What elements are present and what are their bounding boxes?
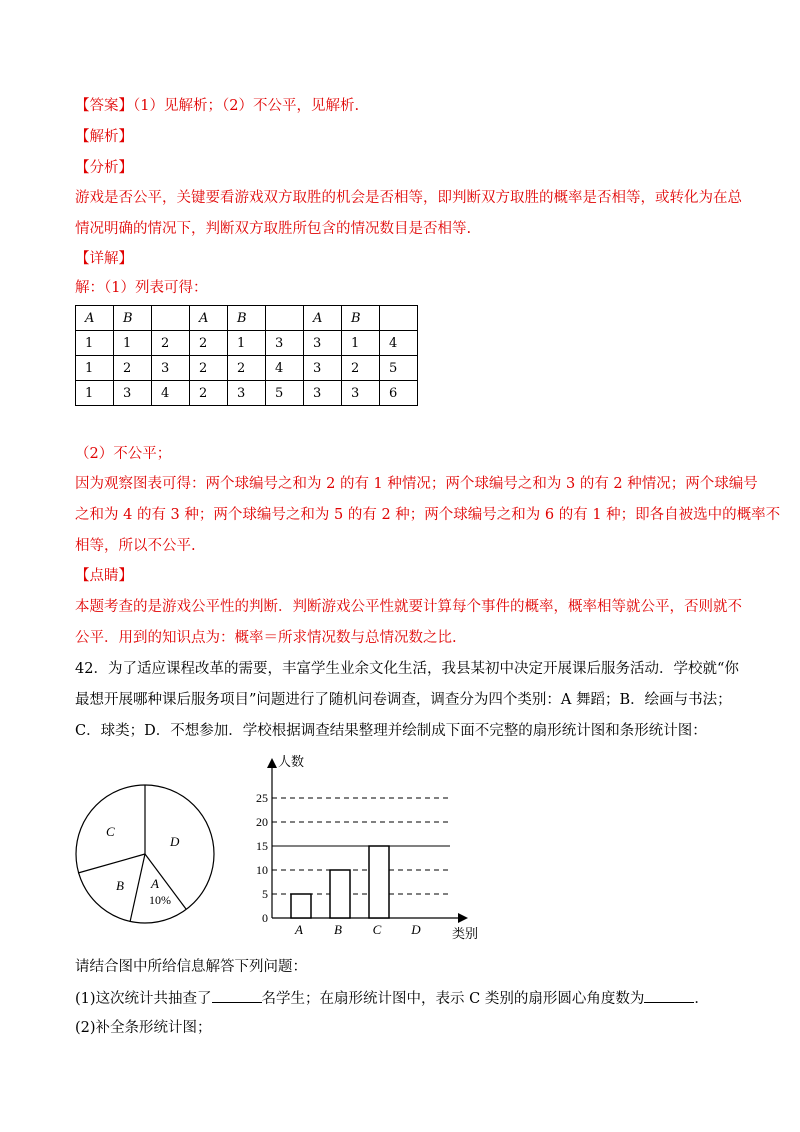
x-axis-arrow [458,913,468,923]
outcome-table [75,305,418,406]
table-cell: 2 [342,356,380,381]
table-cell [266,306,304,331]
table-cell: 3 [228,381,266,406]
fenxi-line-1: 游戏是否公平，关键要看游戏双方取胜的机会是否相等，即判断双方取胜的概率是否相等，或转化为在总 [75,190,742,206]
pie-divider-bottom [130,854,145,922]
part2-line-2: 之和为 4 的有 3 种；两个球编号之和为 5 的有 2 种；两个球编号之和为 6 的有 1 种；即各自被选中的概率不 [75,507,781,523]
table-cell: 3 [152,356,190,381]
y-tick-label: 0 [262,911,268,925]
q1-part-b: 名学生；在扇形统计图中，表示 C 类别的扇形圆心角度数为 [261,991,645,1007]
table-cell: 1 [76,331,114,356]
table-cell: B [114,306,152,331]
table-row [76,331,418,356]
part2-line-3: 相等，所以不公平. [75,538,196,554]
bar-c [369,846,389,918]
y-tick-label: 15 [256,839,268,853]
y-tick-label: 25 [256,791,268,805]
question-prompt: 请结合图中所给信息解答下列问题： [75,959,307,975]
y-axis-arrow [267,758,277,768]
question-line-2: 最想开展哪种课后服务项目”问题进行了随机问卷调查，调查分为四个类别：A 舞蹈；B．绘画与书法； [75,692,732,708]
x-tick-label: D [411,922,421,937]
table-cell: 1 [228,331,266,356]
x-axis-label: 类别 [452,927,479,942]
q1-part-a: (1)这次统计共抽查了 [75,991,212,1007]
table-cell: 4 [266,356,304,381]
table-cell: A [190,306,228,331]
table-cell: 1 [342,331,380,356]
comment-line-2: 公平．用到的知识点为：概率＝所求情况数与总情况数之比. [75,630,457,646]
table-cell: 2 [190,331,228,356]
table-cell: 3 [304,381,342,406]
table-cell: A [76,306,114,331]
table-cell: 3 [266,331,304,356]
detail-intro: 解：（1）列表可得： [75,280,208,296]
question-line-3: C．球类；D．不想参加．学校根据调查结果整理并绘制成下面不完整的扇形统计图和条形统计图： [75,723,707,739]
pie-chart [70,778,220,930]
table-cell: 3 [114,381,152,406]
bar-a [291,894,311,918]
y-tick-label: 5 [262,887,268,901]
y-tick-label: 20 [256,815,268,829]
comment-tag: 【点睛】 [75,568,133,584]
part2-title: （2）不公平； [75,446,172,462]
question-line-1: 42．为了适应课程改革的需要，丰富学生业余文化生活，我县某初中决定开展课后服务活动．学校就“你 [75,661,739,677]
comment-line-1: 本题考查的是游戏公平性的判断．判断游戏公平性就要计算每个事件的概率，概率相等就公平，否则就不 [75,599,742,615]
x-tick-label: A [295,922,303,937]
table-row [76,356,418,381]
table-cell: 2 [228,356,266,381]
table-cell: 4 [152,381,190,406]
y-tick-label: 10 [256,863,268,877]
bar-b [330,870,350,918]
answer-line [75,96,359,116]
table-header-row [76,306,418,331]
question-q2: (2)补全条形统计图； [75,1020,212,1036]
table-cell: 1 [114,331,152,356]
table-cell: B [228,306,266,331]
table-cell: 1 [76,381,114,406]
bar-chart-layer [256,754,478,942]
q1-part-c: ． [694,991,709,1007]
analysis-tag: 【解析】 [75,129,133,145]
table-row [76,381,418,406]
table-cell: 3 [304,356,342,381]
q1-blank-count[interactable] [212,988,262,1003]
table-cell: 2 [190,356,228,381]
table-cell: 6 [380,381,418,406]
pie-label-a: A [151,876,159,891]
table-cell: 1 [76,356,114,381]
table-cell: B [342,306,380,331]
pie-label-c: C [106,824,115,839]
question-q1 [75,988,709,1009]
x-tick-label: B [334,922,342,937]
table-cell: 5 [266,381,304,406]
detail-tag: 【详解】 [75,251,133,267]
table-cell: 3 [304,331,342,356]
table-cell: 2 [114,356,152,381]
table-cell: 2 [152,331,190,356]
table-cell: 3 [342,381,380,406]
answer-text: （1）见解析；（2）不公平，见解析. [133,98,360,114]
table-cell: 2 [190,381,228,406]
table-cell: A [304,306,342,331]
part2-line-1: 因为观察图表可得：两个球编号之和为 2 的有 1 种情况；两个球编号之和为 3 的有 2 种情况；两个球编号 [75,476,758,492]
y-axis-label: 人数 [278,755,305,770]
fenxi-line-2: 情况明确的情况下，判断双方取胜所包含的情况数目是否相等. [75,221,472,237]
pie-divider-left [78,854,145,873]
pie-label-d: D [170,834,180,849]
q1-blank-angle[interactable] [644,988,694,1003]
pie-annotation-a-percent: 10% [149,893,171,907]
x-tick-label: C [372,922,382,937]
table-cell: 4 [380,331,418,356]
bar-chart [250,752,490,942]
pie-label-b: B [116,878,124,893]
table-cell [152,306,190,331]
table-cell: 5 [380,356,418,381]
fenxi-tag: 【分析】 [75,160,133,176]
table-cell [380,306,418,331]
answer-tag: 【答案】 [75,98,133,114]
